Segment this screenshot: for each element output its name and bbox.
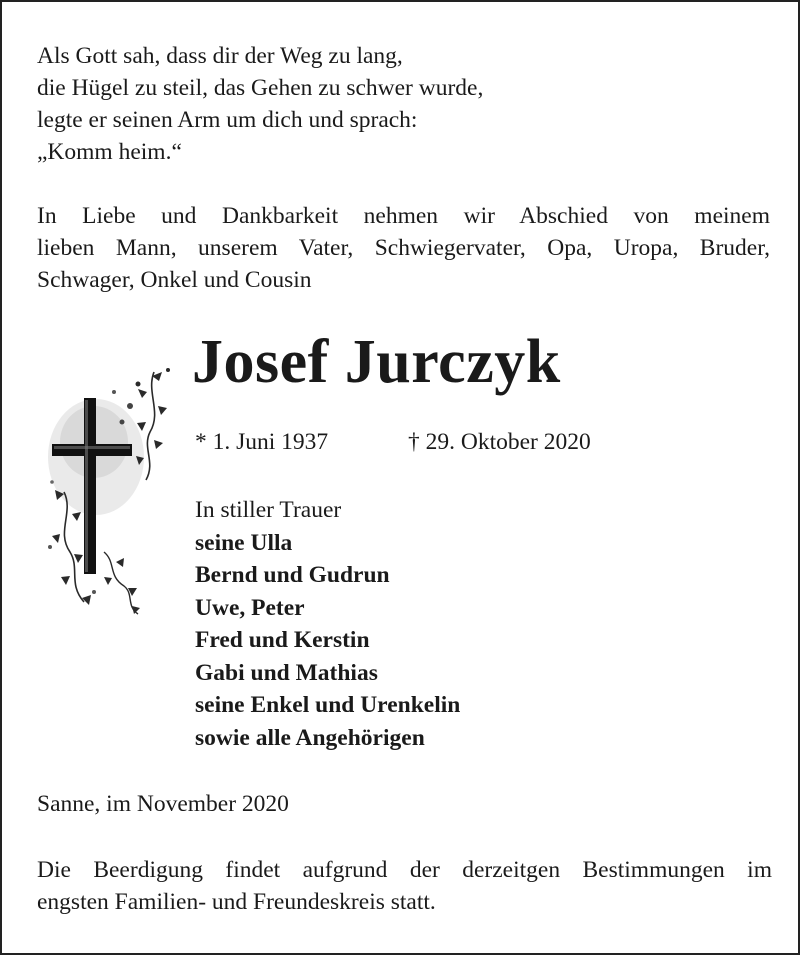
birth-date: * 1. Juni 1937 <box>195 429 329 455</box>
deceased-name: Josef Jurczyk <box>192 328 561 396</box>
intro-line: In Liebe und Dankbarkeit nehmen wir Abschied von meinem <box>37 203 770 229</box>
mourner-name: seine Enkel und Urenkelin <box>195 692 461 718</box>
poem-line: die Hügel zu steil, das Gehen zu schwer wurde, <box>37 75 484 101</box>
poem-line: Als Gott sah, dass dir der Weg zu lang, <box>37 43 403 69</box>
mourner-name: sowie alle Angehörigen <box>195 724 425 751</box>
funeral-note-line: Die Beerdigung findet aufgrund der derzeitgen Bestimmungen im <box>37 857 772 883</box>
mourner-name: Bernd und Gudrun <box>195 562 390 588</box>
life-dates <box>195 426 591 458</box>
death-date: † 29. Oktober 2020 <box>408 429 591 455</box>
funeral-note <box>37 854 772 918</box>
place-and-date: Sanne, im November 2020 <box>37 791 289 817</box>
cross-with-ivy-icon <box>34 362 194 622</box>
mourner-name: Gabi und Mathias <box>195 659 378 686</box>
intro-text <box>37 200 770 296</box>
poem <box>37 40 483 168</box>
poem-line: legte er seinen Arm um dich und sprach: <box>37 107 418 133</box>
intro-line: Schwager, Onkel und Cousin <box>37 267 312 293</box>
mourning-heading: In stiller Trauer <box>195 497 342 523</box>
mourner-name: seine Ulla <box>195 529 293 556</box>
poem-line: „Komm heim.“ <box>37 139 182 165</box>
mourners-list <box>195 494 460 754</box>
funeral-note-line: engsten Familien- und Freundeskreis statt. <box>37 889 436 915</box>
intro-line: lieben Mann, unserem Vater, Schwiegervater, Opa, Uropa, Bruder, <box>37 235 770 261</box>
mourner-name: Fred und Kerstin <box>195 627 370 653</box>
mourner-name: Uwe, Peter <box>195 594 305 621</box>
